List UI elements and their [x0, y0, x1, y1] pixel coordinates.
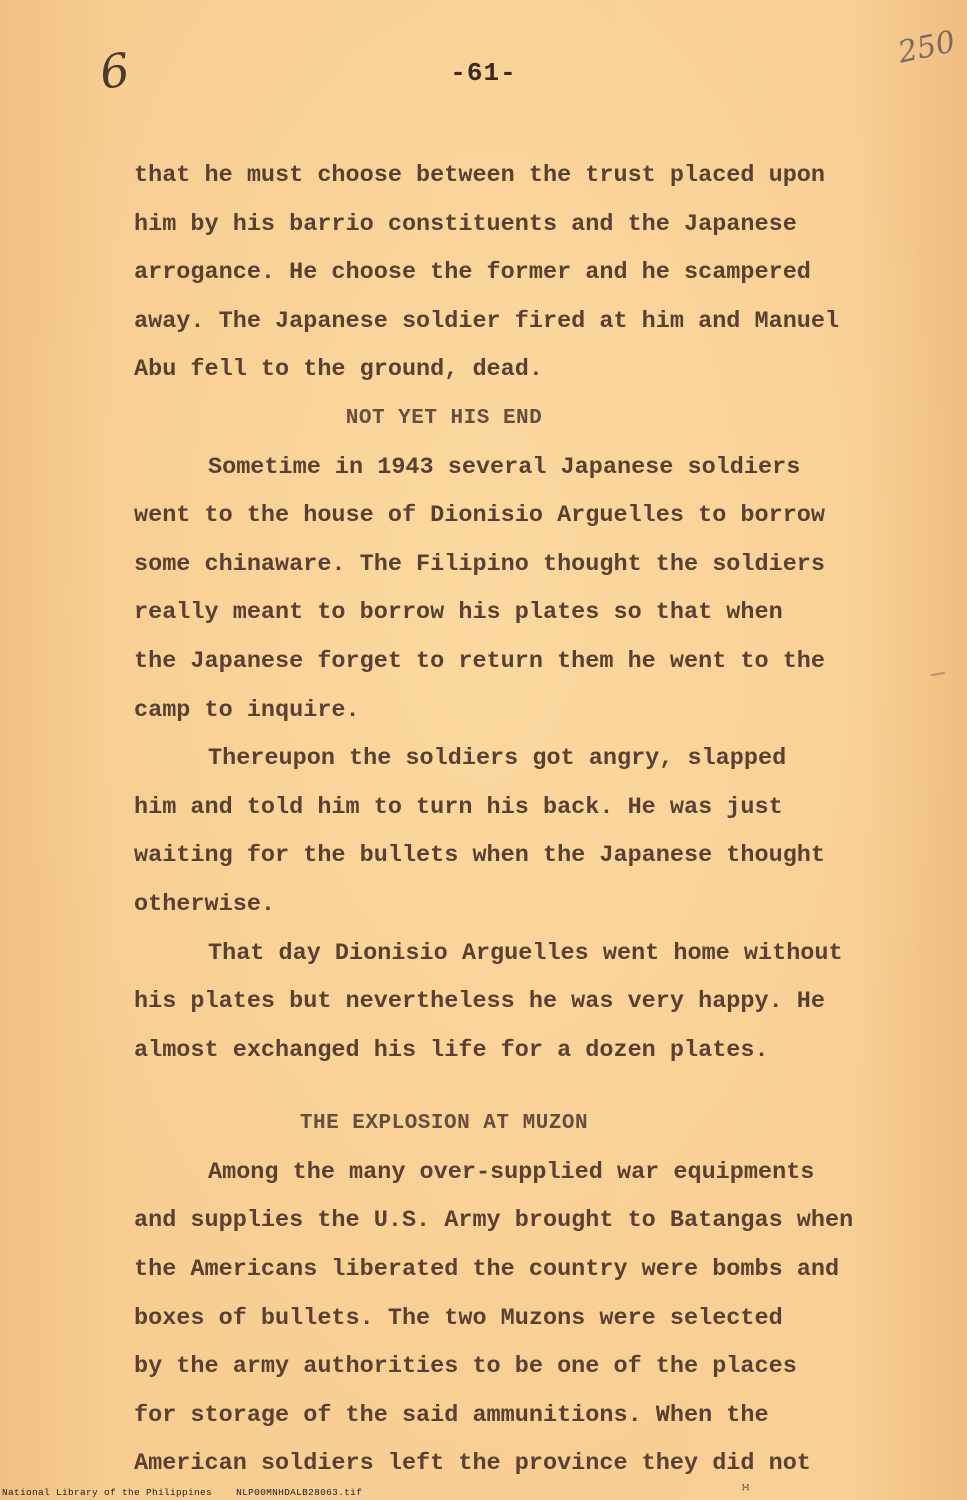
- text-line: otherwise.: [134, 890, 276, 918]
- page-number: -61-: [450, 58, 517, 88]
- handwritten-page-mark: 6: [96, 42, 133, 100]
- text-line: went to the house of Dionisio Arguelles to borrow: [134, 502, 826, 530]
- text-line: for storage of the said ammunitions. When the: [134, 1401, 769, 1429]
- margin-tick-mark: [931, 672, 945, 676]
- section-heading-not-yet-his-end: NOT YET HIS END: [345, 406, 543, 430]
- footer-institution: National Library of the Philippines: [2, 1487, 213, 1498]
- text-line: some chinaware. The Filipino thought the soldiers: [134, 550, 826, 578]
- document-body: [134, 152, 894, 1489]
- text-line: away. The Japanese soldier fired at him and Manuel: [134, 307, 840, 335]
- text-line: Among the many over-supplied war equipments: [208, 1158, 815, 1186]
- text-line: the Americans liberated the country were bombs and: [134, 1256, 840, 1284]
- text-line: camp to inquire.: [134, 696, 360, 724]
- spacer: [134, 1075, 894, 1100]
- text-line: by the army authorities to be one of the places: [134, 1353, 797, 1381]
- section-heading-explosion-at-muzon: THE EXPLOSION AT MUZON: [299, 1112, 589, 1136]
- text-line: that he must choose between the trust placed upon: [134, 162, 826, 189]
- text-line: the Japanese forget to return them he went to the: [134, 647, 826, 675]
- ink-smudge: ∺: [742, 1481, 750, 1495]
- text-line: Sometime in 1943 several Japanese soldiers: [208, 453, 801, 481]
- footer-credit: [2, 1487, 362, 1498]
- text-line: boxes of bullets. The two Muzons were selected: [134, 1304, 783, 1332]
- text-line: him by his barrio constituents and the Japanese: [134, 210, 797, 238]
- text-line: really meant to borrow his plates so that when: [134, 599, 783, 627]
- text-line: and supplies the U.S. Army brought to Batangas when: [134, 1207, 854, 1235]
- text-line: waiting for the bullets when the Japanese thought: [134, 842, 826, 870]
- text-line: Thereupon the soldiers got angry, slapped: [208, 745, 787, 773]
- text-line: almost exchanged his life for a dozen plates.: [134, 1036, 769, 1064]
- text-line: his plates but nevertheless he was very happy. He: [134, 988, 826, 1016]
- text-line: That day Dionisio Arguelles went home without: [208, 939, 843, 967]
- handwritten-folio-number: 250: [894, 24, 959, 71]
- footer-file-id: NLP00MNHDALB28063.tif: [236, 1487, 363, 1498]
- text-line: arrogance. He choose the former and he scampered: [134, 259, 811, 287]
- text-line: Abu fell to the ground, dead.: [134, 356, 543, 384]
- text-line: American soldiers left the province they did not: [134, 1450, 811, 1478]
- text-line: him and told him to turn his back. He was just: [134, 793, 783, 821]
